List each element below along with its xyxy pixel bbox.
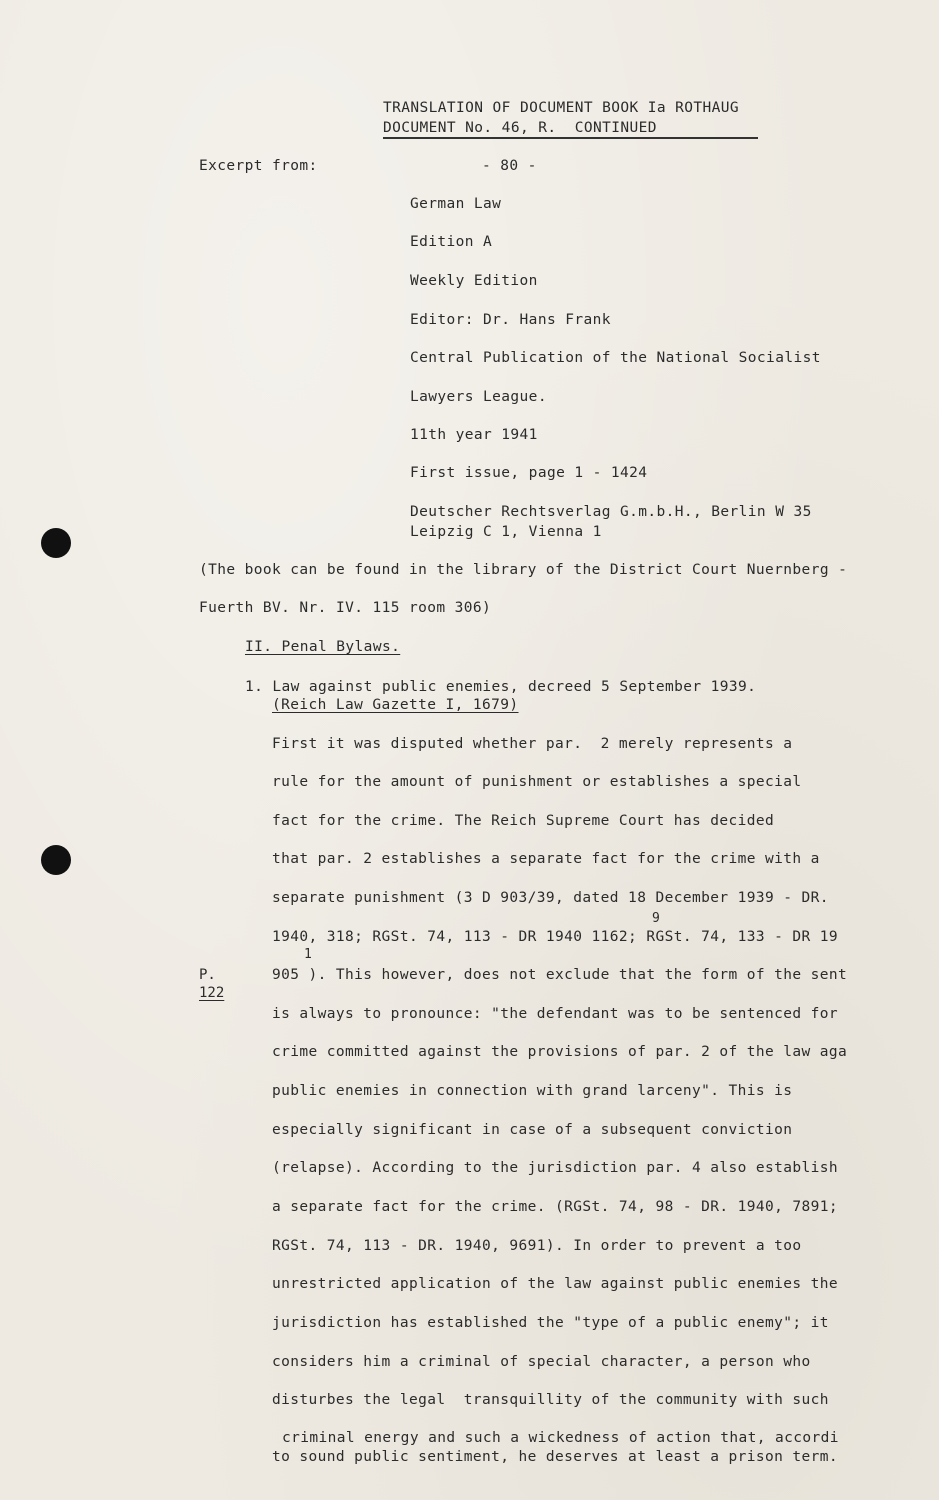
library-note-line: (The book can be found in the library of the District Court Nuernberg - [199, 562, 848, 578]
body-line: separate punishment (3 D 903/39, dated 18 December 1939 - DR. [272, 890, 829, 906]
body-line: jurisdiction has established the "type of a public enemy"; it [272, 1315, 829, 1331]
body-line: First it was disputed whether par. 2 merely represents a [272, 736, 793, 752]
body-line: is always to pronounce: "the defendant was to be sentenced for [272, 1006, 839, 1022]
source-line: Leipzig C 1, Vienna 1 [410, 524, 602, 540]
excerpt-label: Excerpt from: [199, 158, 318, 174]
source-line: Lawyers League. [410, 389, 547, 405]
source-line: Deutscher Rechtsverlag G.m.b.H., Berlin W 35 [410, 504, 812, 520]
library-note-line: Fuerth BV. Nr. IV. 115 room 306) [199, 600, 492, 616]
header-underline [383, 137, 758, 139]
body-line: RGSt. 74, 113 - DR. 1940, 9691). In order to prevent a too [272, 1238, 802, 1254]
body-line: 905 ). This however, does not exclude that the form of the sent [272, 967, 848, 983]
margin-note-line1: P. [199, 967, 216, 983]
header-title-line2: DOCUMENT No. 46, R. CONTINUED [383, 120, 657, 136]
header-title-line1: TRANSLATION OF DOCUMENT BOOK Ia ROTHAUG [383, 100, 740, 116]
source-line: First issue, page 1 - 1424 [410, 465, 648, 481]
body-line: crime committed against the provisions of par. 2 of the law aga [272, 1044, 848, 1060]
body-line: considers him a criminal of special character, a person who [272, 1354, 811, 1370]
source-line: German Law [410, 196, 502, 212]
body-line: (relapse). According to the jurisdiction par. 4 also establish [272, 1160, 839, 1176]
section-heading: II. Penal Bylaws. [245, 639, 401, 655]
subsection-line1: 1. Law against public enemies, decreed 5 September 1939. [245, 679, 757, 695]
source-line: Edition A [410, 234, 493, 250]
body-line: fact for the crime. The Reich Supreme Court has decided [272, 813, 775, 829]
body-line: especially significant in case of a subsequent conviction [272, 1122, 793, 1138]
margin-note-line2: 122 [199, 985, 225, 1001]
body-line: 1940, 318; RGSt. 74, 113 - DR 1940 1162; RGSt. 74, 133 - DR 19 [272, 929, 839, 945]
body-line: disturbes the legal transquillity of the community with such [272, 1392, 829, 1408]
body-line: that par. 2 establishes a separate fact for the crime with a [272, 851, 820, 867]
body-line: rule for the amount of punishment or establishes a special [272, 774, 802, 790]
source-line: Editor: Dr. Hans Frank [410, 312, 611, 328]
source-line: 11th year 1941 [410, 427, 538, 443]
body-line: unrestricted application of the law against public enemies the [272, 1276, 839, 1292]
page-number: - 80 - [482, 158, 537, 174]
subsection-line2: (Reich Law Gazette I, 1679) [272, 697, 519, 713]
body-line: criminal energy and such a wickedness of action that, accordi [282, 1430, 839, 1446]
superscript-nine: 9 [652, 911, 660, 926]
body-line: to sound public sentiment, he deserves at least a prison term. [272, 1449, 839, 1465]
source-line: Central Publication of the National Socialist [410, 350, 821, 366]
punch-hole-bottom [41, 845, 71, 875]
superscript-one: 1 [304, 947, 312, 962]
body-line: public enemies in connection with grand larceny". This is [272, 1083, 793, 1099]
punch-hole-top [41, 528, 71, 558]
source-line: Weekly Edition [410, 273, 538, 289]
body-line: a separate fact for the crime. (RGSt. 74, 98 - DR. 1940, 7891; [272, 1199, 839, 1215]
